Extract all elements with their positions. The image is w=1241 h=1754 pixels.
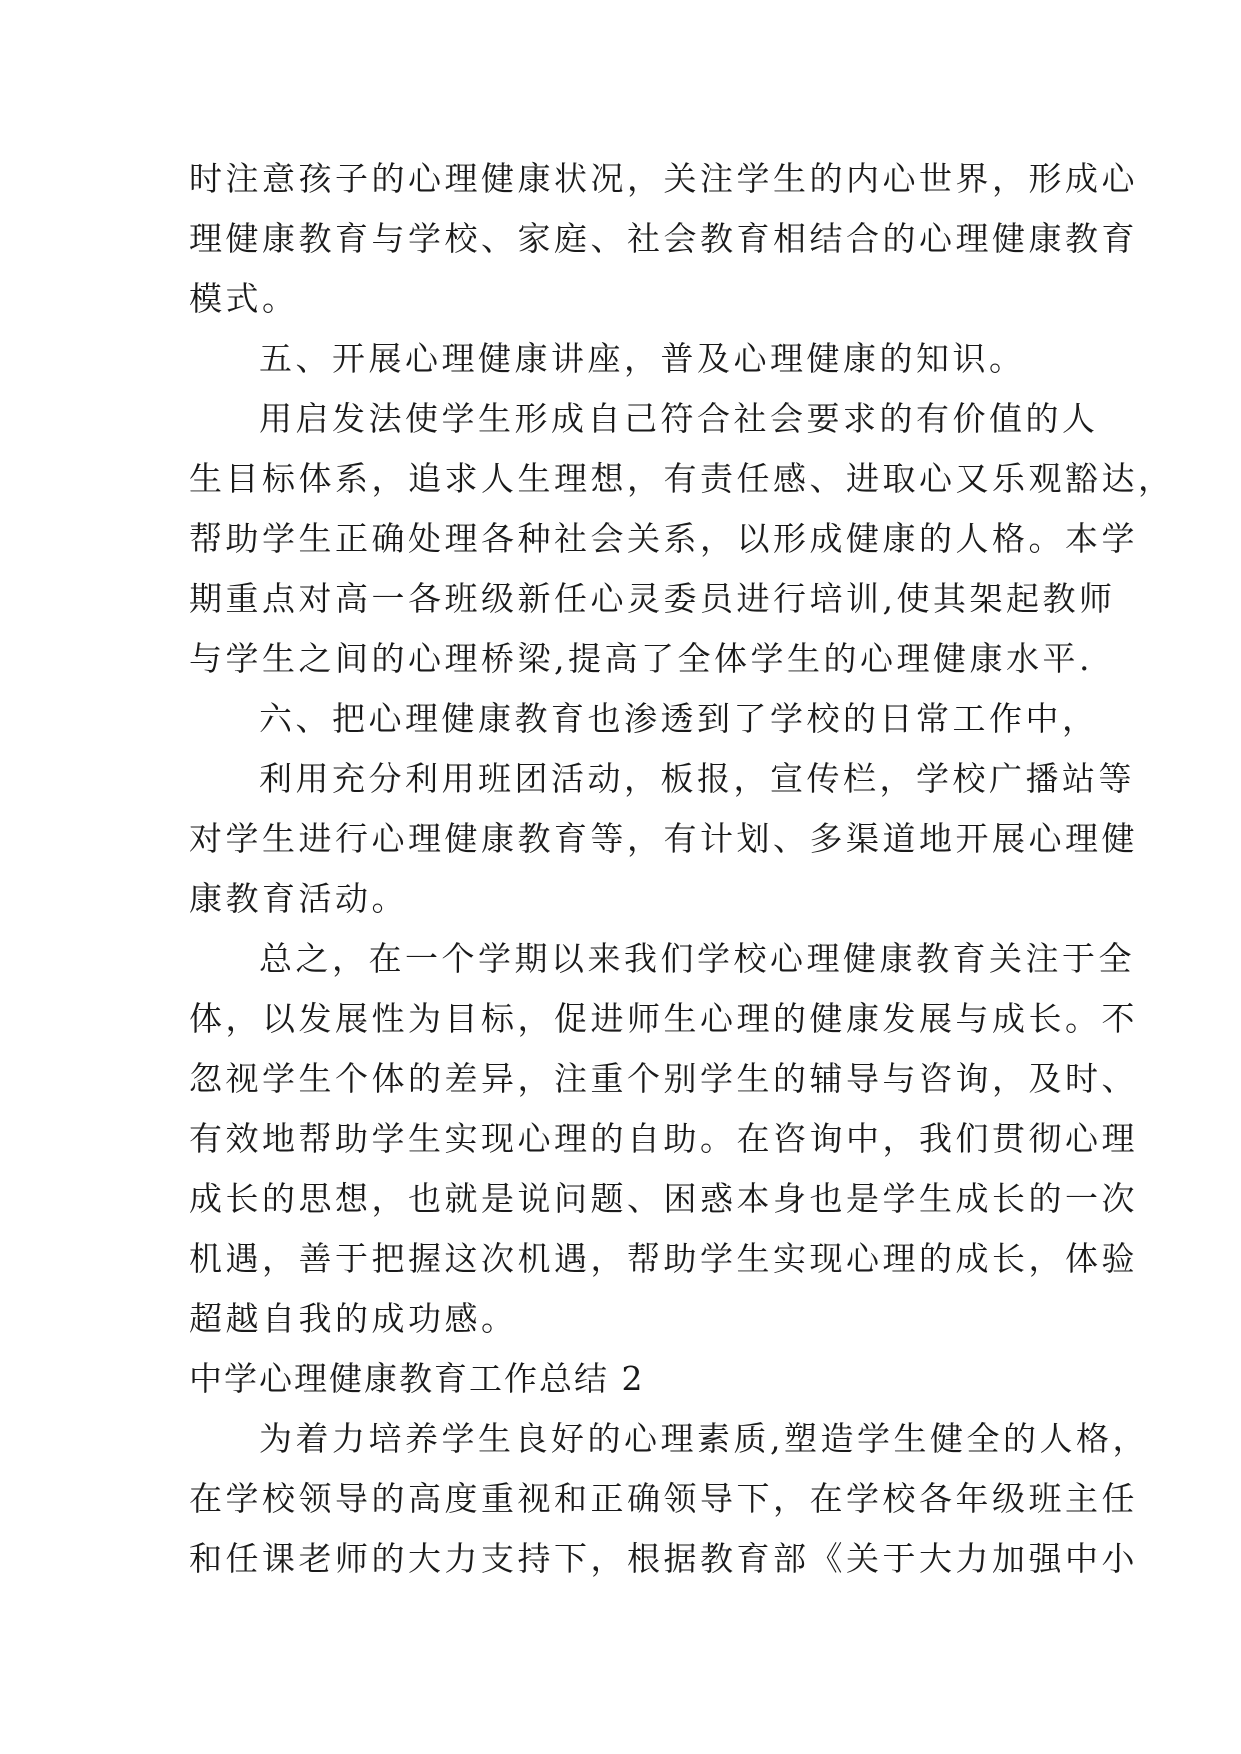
text-line: 用启发法使学生形成自己符合社会要求的有价值的人	[259, 399, 1099, 438]
section-heading-six: 六、把心理健康教育也渗透到了学校的日常工作中，	[259, 699, 1099, 738]
document-section-title: 中学心理健康教育工作总结 2	[189, 1359, 645, 1398]
text-line: 期重点对高一各班级新任心灵委员进行培训,使其架起教师	[189, 579, 1116, 618]
text-line: 与学生之间的心理桥梁,提高了全体学生的心理健康水平.	[189, 639, 1093, 678]
text-line: 时注意孩子的心理健康状况，关注学生的内心世界，形成心	[189, 159, 1138, 198]
text-line: 总之，在一个学期以来我们学校心理健康教育关注于全	[259, 939, 1135, 978]
text-line: 为着力培养学生良好的心理素质,塑造学生健全的人格，	[259, 1419, 1149, 1458]
text-line: 利用充分利用班团活动，板报，宣传栏，学校广播站等	[259, 759, 1135, 798]
text-line: 机遇，善于把握这次机遇，帮助学生实现心理的成长，体验	[189, 1239, 1138, 1278]
section-heading-five: 五、开展心理健康讲座，普及心理健康的知识。	[259, 339, 1026, 378]
text-line: 成长的思想，也就是说问题、困惑本身也是学生成长的一次	[189, 1179, 1138, 1218]
text-line: 生目标体系，追求人生理想，有责任感、进取心又乐观豁达，	[189, 459, 1175, 498]
text-line: 有效地帮助学生实现心理的自助。在咨询中，我们贯彻心理	[189, 1119, 1138, 1158]
text-line: 和任课老师的大力支持下，根据教育部《关于大力加强中小	[189, 1539, 1138, 1578]
text-line: 在学校领导的高度重视和正确领导下，在学校各年级班主任	[189, 1479, 1138, 1518]
text-line: 忽视学生个体的差异，注重个别学生的辅导与咨询，及时、	[189, 1059, 1138, 1098]
text-line: 康教育活动。	[189, 879, 408, 918]
document-body	[189, 149, 1175, 1589]
text-line: 对学生进行心理健康教育等，有计划、多渠道地开展心理健	[189, 819, 1138, 858]
text-line: 超越自我的成功感。	[189, 1299, 518, 1338]
text-line: 帮助学生正确处理各种社会关系，以形成健康的人格。本学	[189, 519, 1138, 558]
text-line: 模式。	[189, 279, 299, 318]
text-line: 理健康教育与学校、家庭、社会教育相结合的心理健康教育	[189, 219, 1138, 258]
text-line: 体，以发展性为目标，促进师生心理的健康发展与成长。不	[189, 999, 1138, 1038]
